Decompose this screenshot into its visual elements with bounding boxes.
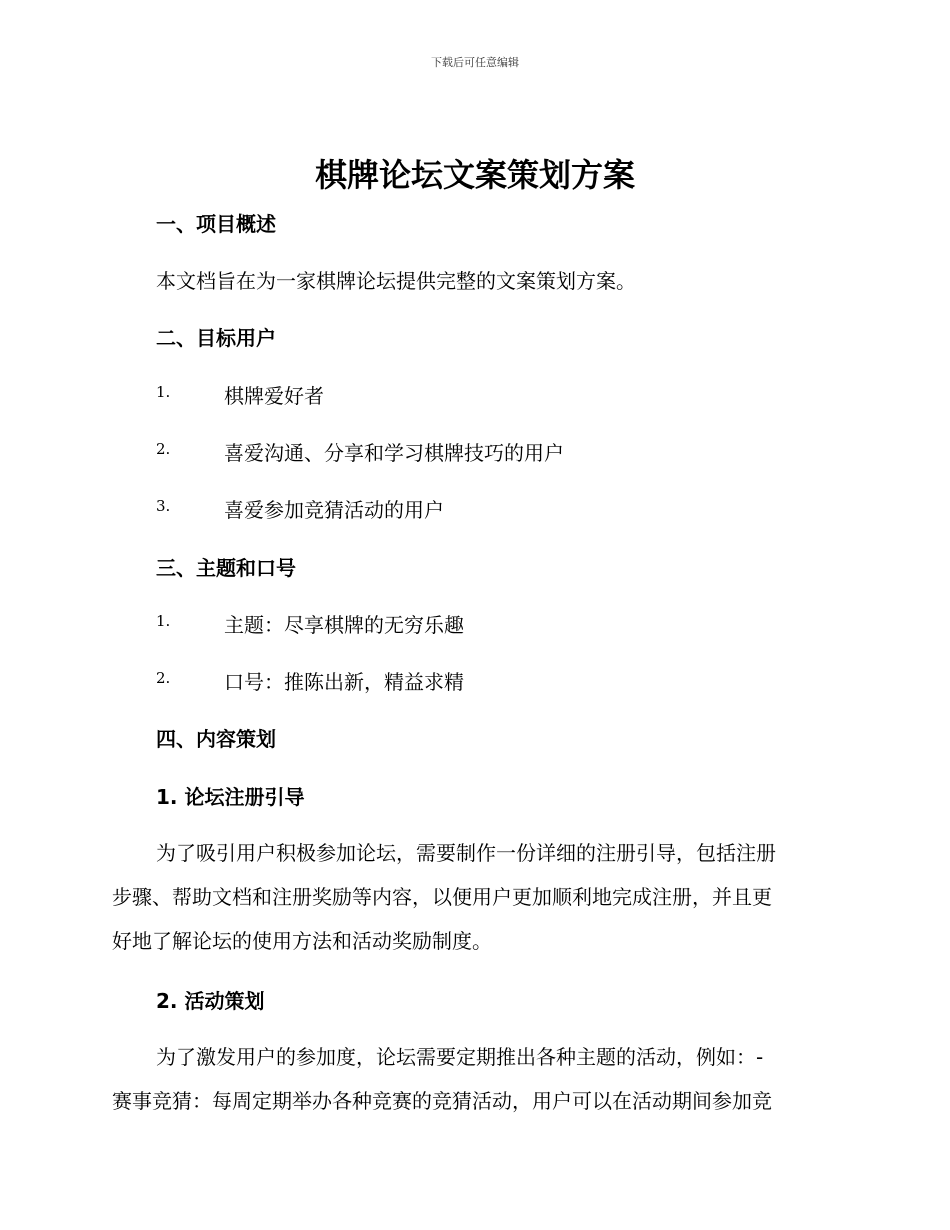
registration-paragraph: [112, 831, 838, 963]
paragraph-line: 好地了解论坛的使用方法和活动奖励制度。: [112, 929, 492, 953]
list-number: 2.: [156, 669, 171, 687]
list-number: 1.: [156, 383, 171, 401]
section-heading-theme-slogan: 三、主题和口号: [156, 556, 296, 580]
section-heading-target-users: 二、目标用户: [156, 326, 276, 350]
list-item: [156, 437, 856, 467]
paragraph-line: 为了激发用户的参加度，论坛需要定期推出各种主题的活动，例如：-: [156, 1045, 764, 1069]
list-text: 主题：尽享棋牌的无穷乐趣: [224, 613, 464, 637]
list-text: 棋牌爱好者: [224, 384, 324, 408]
section-heading-overview: 一、项目概述: [156, 212, 276, 236]
activities-paragraph: [112, 1035, 838, 1123]
subsection-heading-activities: 2. 活动策划: [156, 989, 265, 1013]
list-item: [156, 609, 856, 639]
paragraph-line: 赛事竞猜：每周定期举办各种竞赛的竞猜活动，用户可以在活动期间参加竞: [112, 1089, 772, 1113]
list-text: 口号：推陈出新，精益求精: [224, 670, 464, 694]
list-item: [156, 666, 856, 696]
list-text: 喜爱沟通、分享和学习棋牌技巧的用户: [224, 441, 564, 465]
list-item: [156, 494, 856, 524]
header-note: 下载后可任意编辑: [431, 56, 519, 69]
list-number: 1.: [156, 612, 171, 630]
list-text: 喜爱参加竞猜活动的用户: [224, 498, 444, 522]
section-heading-content-planning: 四、内容策划: [156, 727, 276, 751]
paragraph-line: 为了吸引用户积极参加论坛，需要制作一份详细的注册引导，包括注册: [156, 841, 776, 865]
subsection-heading-registration: 1. 论坛注册引导: [156, 785, 305, 809]
document-title: 棋牌论坛文案策划方案: [314, 156, 635, 194]
list-number: 2.: [156, 440, 171, 458]
list-item: [156, 380, 856, 410]
paragraph-line: 步骤、帮助文档和注册奖励等内容，以便用户更加顺利地完成注册，并且更: [112, 885, 772, 909]
overview-text: 本文档旨在为一家棋牌论坛提供完整的文案策划方案。: [156, 269, 636, 293]
list-number: 3.: [156, 497, 171, 515]
